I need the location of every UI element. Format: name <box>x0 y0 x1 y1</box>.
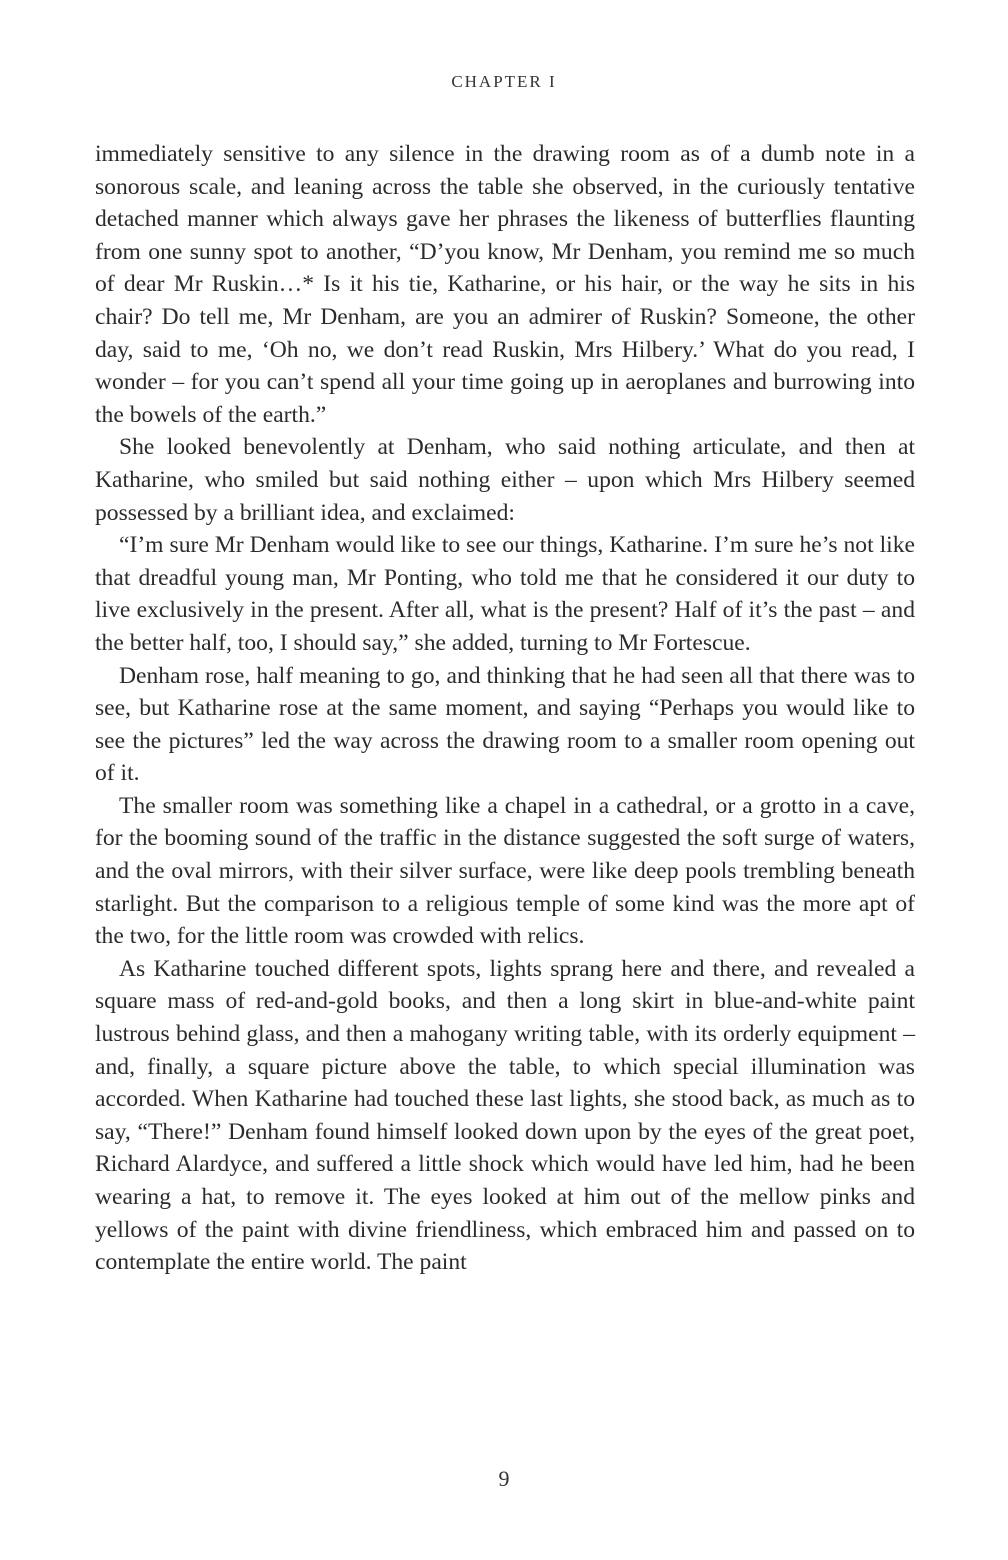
paragraph: Denham rose, half meaning to go, and thinking that he had seen all that there was to see, but Katharine rose at the same moment, and saying “Perhaps you would like to see the pictures” led the way across the drawing room to a smaller room opening out of it. <box>95 662 915 787</box>
paragraph: The smaller room was something like a chapel in a cathedral, or a grotto in a cave, for the booming sound of the traffic in the distance suggested the soft surge of waters, and the oval mirrors, with their silver surface, were like deep pools trembling beneath starlight. But the comparison to a religious temple of some kind was the more apt of the two, for the little room was crowded with relics. <box>95 792 915 950</box>
running-head: CHAPTER I <box>451 72 557 91</box>
paragraph: “I’m sure Mr Denham would like to see our things, Katharine. I’m sure he’s not like that dreadful young man, Mr Ponting, who told me that he considered it our duty to live exclusively in the present. After all, what is the present? Half of it’s the past – and the better half, too, I should say,” she added, turning to Mr Fortescue. <box>95 532 915 656</box>
paragraph: She looked benevolently at Denham, who said nothing articulate, and then at Katharine, who smiled but said nothing either – upon which Mrs Hilbery seemed possessed by a brilliant idea, and exclaimed: <box>95 434 915 526</box>
paragraph: immediately sensitive to any silence in the drawing room as of a dumb note in a sonorous scale, and leaning across the table she observed, in the curiously tentative detached manner which always gave her phrases the likeness of butterflies flaunting from one sunny spot to another, “D’you know, Mr Denham, you remind me so much of dear Mr Ruskin…* Is it his tie, Katharine, or his hair, or the way he sits in his chair? Do tell me, Mr Denham, are you an admirer of Ruskin? Someone, the other day, said to me, ‘Oh no, we don’t read Ruskin, Mrs Hilbery.’ What do you read, I wonder – for you can’t spend all your time going up in aeroplanes and burrowing into the bowels of the earth.” <box>95 141 915 428</box>
paragraph: As Katharine touched different spots, lights sprang here and there, and revealed a square mass of red-and-gold books, and then a long skirt in blue-and-white paint lustrous behind glass, and then a mahogany writing table, with its orderly equipment – and, finally, a square picture above the table, to which special illumination was accorded. When Katharine had touched these last lights, she stood back, as much as to say, “There!” Denham found himself looked down upon by the eyes of the great poet, Richard Alardyce, and suffered a little shock which would have led him, had he been wearing a hat, to remove it. The eyes looked at him out of the mellow pinks and yellows of the paint with divine friendliness, which embraced him and passed on to contemplate the entire world. The paint <box>95 955 915 1276</box>
body-text <box>95 138 915 1279</box>
page-number: 9 <box>498 1466 510 1491</box>
